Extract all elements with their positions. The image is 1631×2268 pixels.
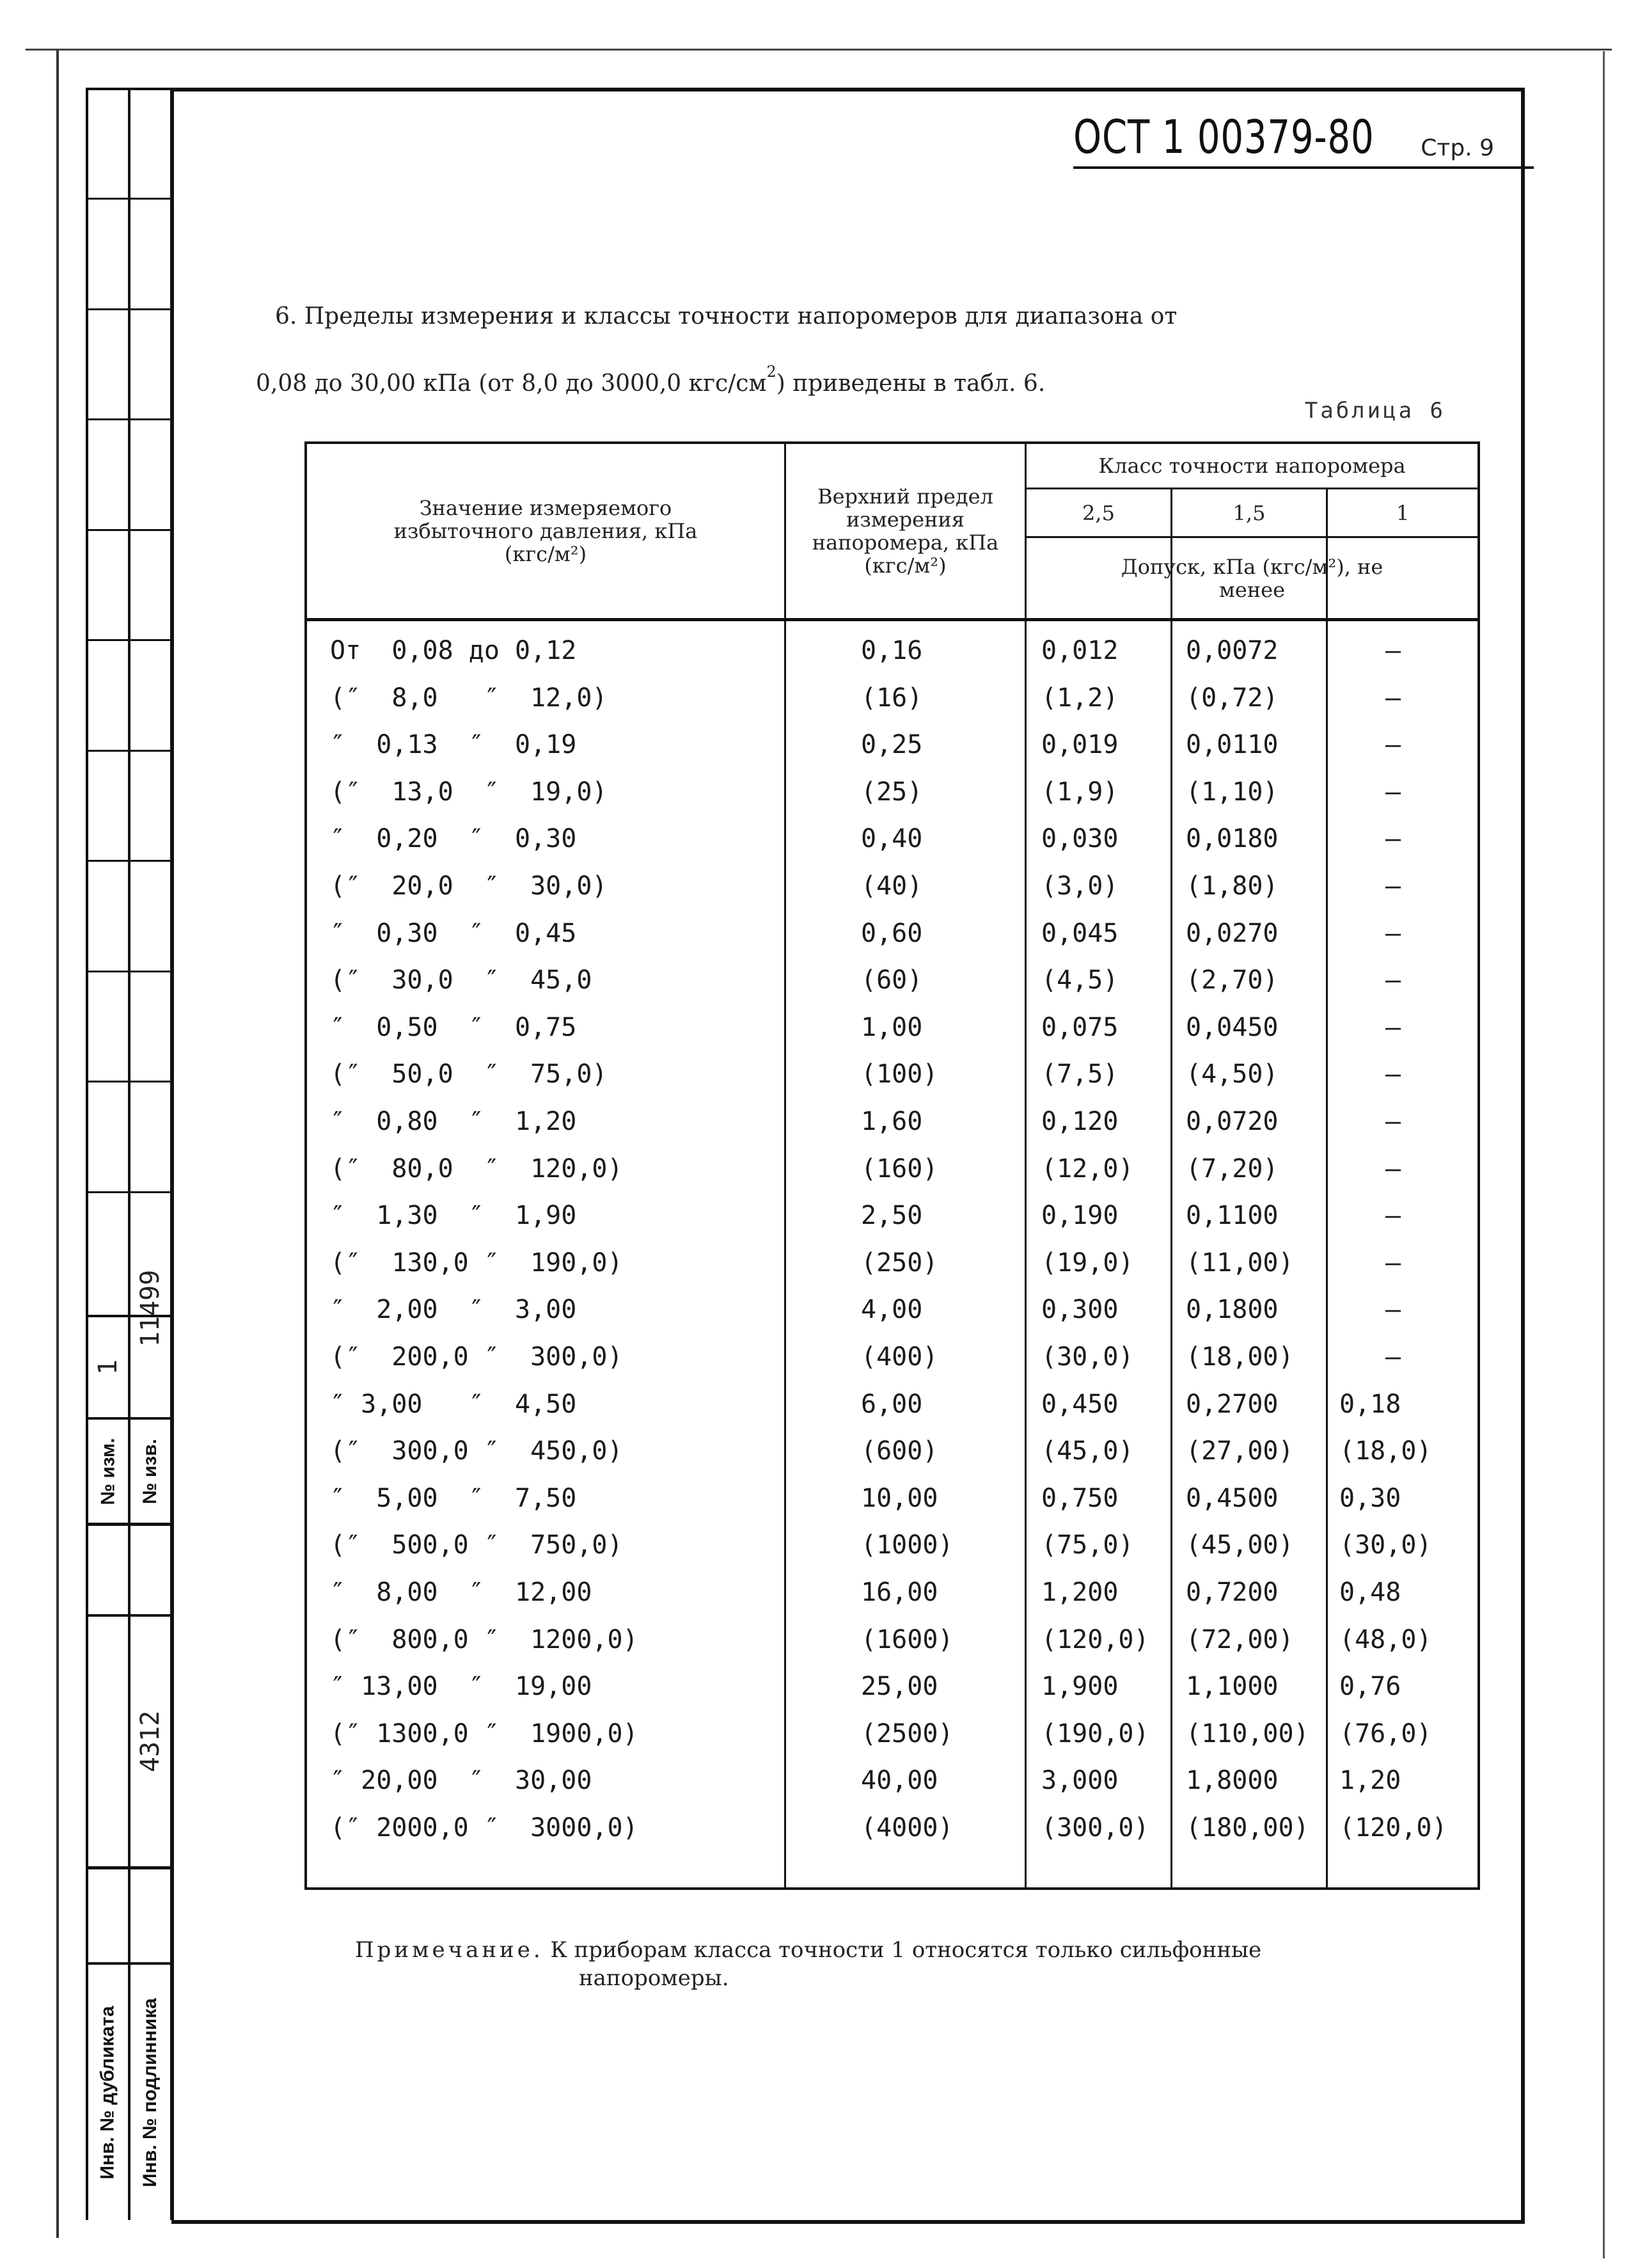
table-cell: (1,2) bbox=[1041, 683, 1119, 713]
outer-frame-right bbox=[1603, 51, 1605, 2258]
note-line-1: Примечание. К приборам класса точности 1 относятся только сильфонные bbox=[355, 1937, 1262, 1963]
col-header-pressure: Значение измеряемого избыточного давления, кПа (кгс/м²) bbox=[393, 496, 698, 566]
intro-paragraph bbox=[256, 289, 1490, 411]
table-cell: (180,00) bbox=[1186, 1813, 1309, 1843]
col-header-tolerance: Допуск, кПа (кгс/м²), не менее bbox=[1121, 554, 1383, 602]
table-cell: (″ 80,0 ″ 120,0) bbox=[330, 1154, 623, 1184]
table-cell: (3,0) bbox=[1041, 871, 1119, 901]
table-cell: ″ 3,00 ″ 4,50 bbox=[330, 1389, 577, 1419]
table-cell: ″ 20,00 ″ 30,00 bbox=[330, 1766, 592, 1796]
table-cell: – bbox=[1385, 1154, 1401, 1184]
table-cell: 0,0270 bbox=[1186, 918, 1279, 948]
table-cell: (18,00) bbox=[1186, 1342, 1294, 1372]
table-cell: (1,10) bbox=[1186, 777, 1279, 807]
table-cell: (2,70) bbox=[1186, 965, 1279, 995]
table-cell: 1,60 bbox=[861, 1107, 923, 1136]
col-header-accuracy-class: Класс точности напоромера bbox=[1098, 454, 1406, 478]
table-cell: 0,16 bbox=[861, 636, 923, 665]
table-cell: (160) bbox=[861, 1154, 938, 1184]
table-cell: (″ 8,0 ″ 12,0) bbox=[330, 683, 608, 713]
table-cell: 1,1000 bbox=[1186, 1672, 1279, 1702]
table-cell: – bbox=[1385, 1248, 1401, 1278]
table-cell: 0,1800 bbox=[1186, 1295, 1279, 1325]
izm-value-cell bbox=[87, 1317, 129, 1417]
table-cell: ″ 2,00 ″ 3,00 bbox=[330, 1295, 577, 1325]
table-cell: – bbox=[1385, 824, 1401, 854]
table-cell: ″ 0,80 ″ 1,20 bbox=[330, 1107, 577, 1136]
col-header-upper-limit: Верхний предел измерения напоромера, кПа (кгс/м²) bbox=[812, 484, 999, 578]
intro-line-2: 0,08 до 30,00 кПа (от 8,0 до 3000,0 кгс/$см^2$) приведены в табл. 6. bbox=[256, 363, 1046, 397]
table-cell: (2500) bbox=[861, 1718, 954, 1749]
dubl-label: Инв. № дубликата bbox=[97, 2005, 118, 2180]
table-cell: – bbox=[1385, 1201, 1401, 1231]
table-cell: (48,0) bbox=[1339, 1624, 1432, 1654]
table-cell: 0,1100 bbox=[1186, 1201, 1279, 1231]
table-cell: (25) bbox=[861, 777, 923, 807]
table-cell: (7,5) bbox=[1041, 1059, 1119, 1090]
izv-value: 11499 bbox=[136, 1269, 166, 1347]
table-cell: (″ 30,0 ″ 45,0 bbox=[330, 965, 592, 995]
table-cell: 6,00 bbox=[861, 1389, 923, 1419]
table-cell: – bbox=[1385, 1012, 1401, 1042]
table-cell: (″ 1300,0 ″ 1900,0) bbox=[330, 1718, 638, 1749]
class-1-header: 1 bbox=[1396, 500, 1410, 525]
table-cell: 40,00 bbox=[861, 1766, 938, 1796]
table-cell: 0,0110 bbox=[1186, 730, 1279, 760]
table-cell: (″ 50,0 ″ 75,0) bbox=[330, 1059, 608, 1090]
class-1-5-header: 1,5 bbox=[1233, 500, 1266, 525]
table-cell: 0,0180 bbox=[1186, 824, 1279, 854]
table-cell: (19,0) bbox=[1041, 1248, 1134, 1278]
dubl-label-cell bbox=[87, 1965, 129, 2220]
table-cell: – bbox=[1385, 1342, 1401, 1372]
table-cell: 0,750 bbox=[1041, 1483, 1119, 1513]
table-cell: (120,0) bbox=[1041, 1624, 1149, 1654]
table-cell: (27,00) bbox=[1186, 1436, 1294, 1466]
table-cell: 0,30 bbox=[1339, 1483, 1401, 1513]
izv-label-cell bbox=[129, 1420, 171, 1523]
table-cell: ″ 0,50 ″ 0,75 bbox=[330, 1012, 577, 1042]
document-header bbox=[1073, 110, 1534, 169]
table-cell: (4,5) bbox=[1041, 965, 1119, 995]
table-cell: (30,0) bbox=[1339, 1530, 1432, 1560]
note-label: Примечание. bbox=[355, 1937, 544, 1963]
table-cell: (1600) bbox=[861, 1624, 954, 1654]
table-cell: 0,48 bbox=[1339, 1578, 1401, 1607]
table-cell: 0,075 bbox=[1041, 1012, 1119, 1042]
note-line-2: напоромеры. bbox=[579, 1965, 729, 1991]
table-cell: 0,0072 bbox=[1186, 636, 1279, 665]
table-cell: (″ 800,0 ″ 1200,0) bbox=[330, 1624, 638, 1654]
table-cell: ″ 0,13 ″ 0,19 bbox=[330, 730, 577, 760]
table-cell: (60) bbox=[861, 965, 923, 995]
table-cell: 0,7200 bbox=[1186, 1578, 1279, 1607]
izm-label-cell bbox=[87, 1420, 129, 1523]
margin-stamp-strip bbox=[86, 88, 173, 2220]
table-cell: (″ 2000,0 ″ 3000,0) bbox=[330, 1813, 638, 1843]
table-cell: (7,20) bbox=[1186, 1154, 1279, 1184]
table-cell: 0,120 bbox=[1041, 1107, 1119, 1136]
table-cell: 1,900 bbox=[1041, 1672, 1119, 1702]
table-cell: 0,18 bbox=[1339, 1389, 1401, 1419]
table-cell: 0,76 bbox=[1339, 1672, 1401, 1702]
table-cell: 0,4500 bbox=[1186, 1483, 1279, 1513]
podl-value-cell bbox=[129, 1617, 171, 1866]
table-cell: 0,190 bbox=[1041, 1201, 1119, 1231]
table-cell: ″ 8,00 ″ 12,00 bbox=[330, 1578, 592, 1607]
table-cell: (18,0) bbox=[1339, 1436, 1432, 1466]
table-cell: 0,2700 bbox=[1186, 1389, 1279, 1419]
table-cell: – bbox=[1385, 1059, 1401, 1090]
table-cell: 0,030 bbox=[1041, 824, 1119, 854]
table-cell: – bbox=[1385, 1295, 1401, 1325]
table-caption: Таблица 6 bbox=[1304, 398, 1446, 424]
table-cell: (400) bbox=[861, 1342, 938, 1372]
outer-frame-left bbox=[56, 50, 59, 2238]
table-cell: ″ 1,30 ″ 1,90 bbox=[330, 1201, 577, 1231]
table-cell: 0,012 bbox=[1041, 636, 1119, 665]
table-cell: (40) bbox=[861, 871, 923, 901]
document-code: ОСТ 1 00379-80 bbox=[1073, 110, 1375, 164]
table-cell: (1000) bbox=[861, 1530, 954, 1560]
table-cell: ″ 5,00 ″ 7,50 bbox=[330, 1483, 577, 1513]
table-cell: 16,00 bbox=[861, 1578, 938, 1607]
table-cell: 0,40 bbox=[861, 824, 923, 854]
table-cell: 0,60 bbox=[861, 918, 923, 948]
table-cell: 3,000 bbox=[1041, 1766, 1119, 1796]
table-cell: 2,50 bbox=[861, 1201, 923, 1231]
table-cell: (″ 300,0 ″ 450,0) bbox=[330, 1436, 623, 1466]
table-cell: 25,00 bbox=[861, 1672, 938, 1702]
table-cell: 1,20 bbox=[1339, 1766, 1401, 1796]
table-cell: 1,00 bbox=[861, 1012, 923, 1042]
table-cell: – bbox=[1385, 683, 1401, 713]
table-cell: (16) bbox=[861, 683, 923, 713]
intro-line-1: 6. Пределы измерения и классы точности напоромеров для диапазона от bbox=[275, 303, 1178, 329]
table-cell: (45,0) bbox=[1041, 1436, 1134, 1466]
table-cell: ″ 13,00 ″ 19,00 bbox=[330, 1672, 592, 1702]
table-cell: – bbox=[1385, 777, 1401, 807]
outer-frame-top bbox=[26, 49, 1612, 51]
table-cell: (4000) bbox=[861, 1813, 954, 1843]
table-cell: 10,00 bbox=[861, 1483, 938, 1513]
table-cell: ″ 0,20 ″ 0,30 bbox=[330, 824, 577, 854]
table-cell: (″ 20,0 ″ 30,0) bbox=[330, 871, 608, 901]
note bbox=[355, 1936, 1481, 1992]
table-cell: (75,0) bbox=[1041, 1530, 1134, 1560]
izm-value: 1 bbox=[93, 1359, 123, 1376]
table-cell: 1,200 bbox=[1041, 1578, 1119, 1607]
podl-label-cell bbox=[129, 1965, 171, 2220]
pressure-table bbox=[304, 441, 1480, 1890]
table-cell: 1,8000 bbox=[1186, 1766, 1279, 1796]
table-cell: (0,72) bbox=[1186, 683, 1279, 713]
page-number: Стр. 9 bbox=[1421, 135, 1494, 161]
table-cell: 0,450 bbox=[1041, 1389, 1119, 1419]
table-cell: – bbox=[1385, 1107, 1401, 1136]
table-cell: (250) bbox=[861, 1248, 938, 1278]
table-cell: (110,00) bbox=[1186, 1718, 1309, 1749]
table-cell: (190,0) bbox=[1041, 1718, 1149, 1749]
table-cell: (300,0) bbox=[1041, 1813, 1149, 1843]
podl-value: 4312 bbox=[136, 1710, 166, 1773]
izv-value-cell bbox=[129, 1201, 171, 1416]
table-cell: (120,0) bbox=[1339, 1813, 1447, 1843]
table-cell: – bbox=[1385, 871, 1401, 901]
table-cell: (4,50) bbox=[1186, 1059, 1279, 1090]
table-cell: (100) bbox=[861, 1059, 938, 1090]
table-cell: 0,25 bbox=[861, 730, 923, 760]
table-cell: 0,300 bbox=[1041, 1295, 1119, 1325]
table-cell: 0,0450 bbox=[1186, 1012, 1279, 1042]
table-cell: 0,045 bbox=[1041, 918, 1119, 948]
table-cell: – bbox=[1385, 730, 1401, 760]
table-cell: – bbox=[1385, 636, 1401, 665]
table-cell: 0,0720 bbox=[1186, 1107, 1279, 1136]
table-cell: (76,0) bbox=[1339, 1718, 1432, 1749]
table-cell: (″ 200,0 ″ 300,0) bbox=[330, 1342, 623, 1372]
table-cell: От 0,08 до 0,12 bbox=[330, 636, 577, 665]
table-cell: (72,00) bbox=[1186, 1624, 1294, 1654]
table-cell: (45,00) bbox=[1186, 1530, 1294, 1560]
table-cell: 0,019 bbox=[1041, 730, 1119, 760]
table-cell: (30,0) bbox=[1041, 1342, 1134, 1372]
podl-label: Инв. № подлинника bbox=[139, 1997, 161, 2187]
table-cell: 4,00 bbox=[861, 1295, 923, 1325]
table-cell: (12,0) bbox=[1041, 1154, 1134, 1184]
izm-label: № изм. bbox=[97, 1438, 119, 1505]
table-cell: (1,80) bbox=[1186, 871, 1279, 901]
izv-label: № изв. bbox=[139, 1439, 161, 1504]
table-cell: (1,9) bbox=[1041, 777, 1119, 807]
table-cell: ″ 0,30 ″ 0,45 bbox=[330, 918, 577, 948]
table-cell: (″ 130,0 ″ 190,0) bbox=[330, 1248, 623, 1278]
table-cell: (600) bbox=[861, 1436, 938, 1466]
table-cell: – bbox=[1385, 918, 1401, 948]
table-cell: – bbox=[1385, 965, 1401, 995]
table-cell: (″ 13,0 ″ 19,0) bbox=[330, 777, 608, 807]
class-2-5-header: 2,5 bbox=[1082, 500, 1115, 525]
table-cell: (″ 500,0 ″ 750,0) bbox=[330, 1530, 623, 1560]
table-cell: (11,00) bbox=[1186, 1248, 1294, 1278]
